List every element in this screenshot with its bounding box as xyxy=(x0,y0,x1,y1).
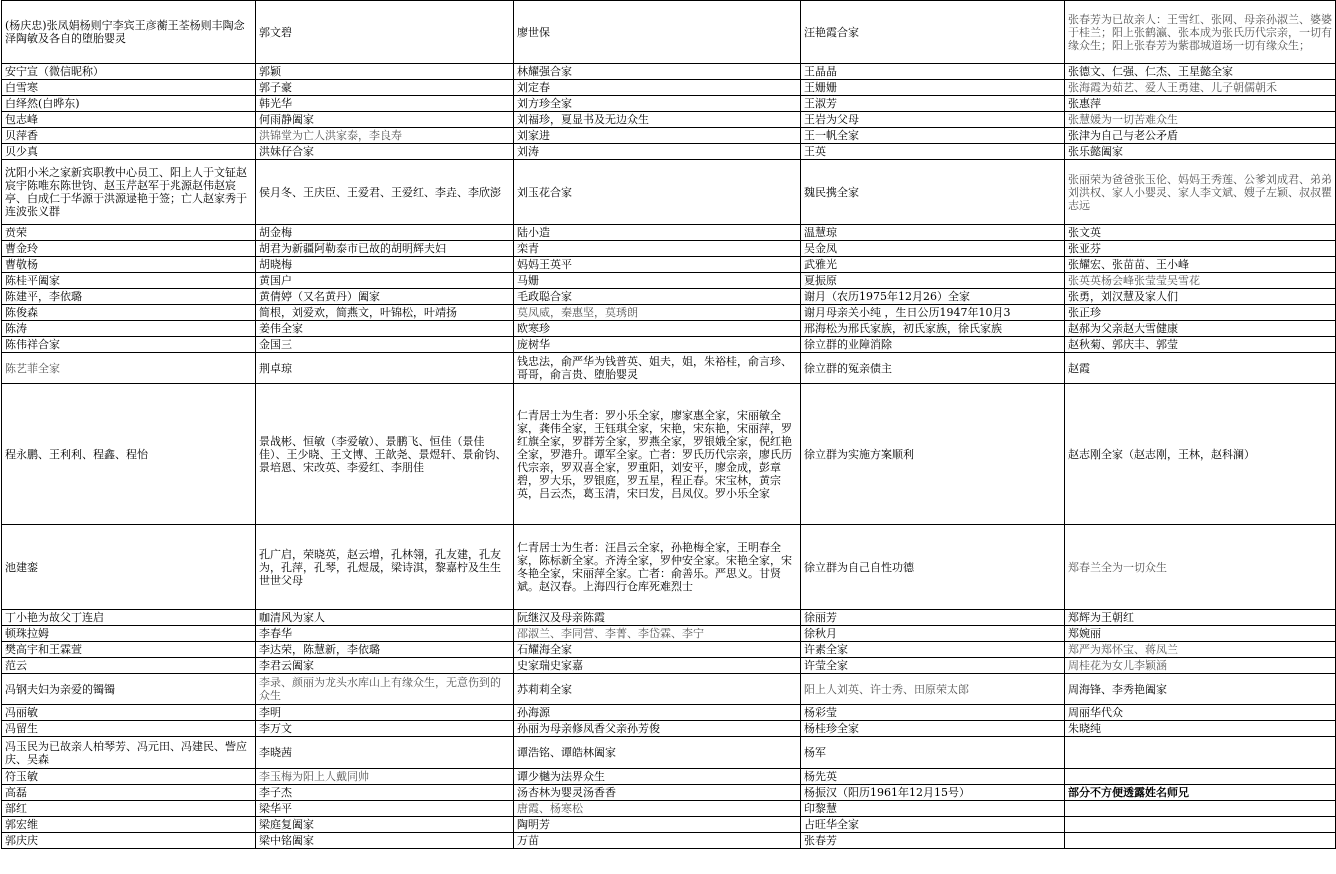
table-cell: 李晓茜 xyxy=(256,737,514,769)
table-cell: 张亚芬 xyxy=(1065,241,1336,257)
table-cell: 钱忠法，俞严华为钱普英、姐夫，姐，朱裕桂，俞言珍、哥哥，俞言贵、堕胎婴灵 xyxy=(514,353,801,384)
table-cell: 张勇，刘汉慧及家人们 xyxy=(1065,289,1336,305)
table-cell: 高磊 xyxy=(2,785,256,801)
table-cell: 杨彩莹 xyxy=(801,705,1065,721)
table-row xyxy=(2,257,1336,273)
table-cell: 张正珍 xyxy=(1065,305,1336,321)
table-cell: 谢月母亲关小纯 ，生日公历1947年10月3 xyxy=(801,305,1065,321)
table-cell: 部分不方便透露姓名师兄 xyxy=(1065,785,1336,801)
table-cell: 范云 xyxy=(2,658,256,674)
table-row xyxy=(2,525,1336,610)
table-cell: 谭浩铭、谭皓林阖家 xyxy=(514,737,801,769)
table-cell: 韩光华 xyxy=(256,96,514,112)
table-row xyxy=(2,833,1336,849)
table-row xyxy=(2,96,1336,112)
table-cell: 白雪寒 xyxy=(2,80,256,96)
table-cell: 贲荣 xyxy=(2,225,256,241)
table-cell: 杨先英 xyxy=(801,769,1065,785)
table-cell: 庞树华 xyxy=(514,337,801,353)
table-cell: 曹敬杨 xyxy=(2,257,256,273)
table-cell: 徐丽芳 xyxy=(801,610,1065,626)
table-row xyxy=(2,642,1336,658)
table-cell: 唐霞、杨寒松 xyxy=(514,801,801,817)
table-cell: 郭庆庆 xyxy=(2,833,256,849)
table-cell: 李明 xyxy=(256,705,514,721)
table-cell: 徐秋月 xyxy=(801,626,1065,642)
table-cell: 谢月（农历1975年12月26）全家 xyxy=(801,289,1065,305)
table-cell: 廖世保 xyxy=(514,1,801,64)
table-cell: 李玉梅为阳上人戴同帅 xyxy=(256,769,514,785)
table-cell: 郑春兰全为一切众生 xyxy=(1065,525,1336,610)
table-cell: 张德文、仁强、仁杰、王星懿全家 xyxy=(1065,64,1336,80)
table-cell: 周桂花为女儿李颖涵 xyxy=(1065,658,1336,674)
table-cell: 姜伟全家 xyxy=(256,321,514,337)
table-cell xyxy=(1065,817,1336,833)
table-cell: 贝萍香 xyxy=(2,128,256,144)
table-cell: 梁中铭阖家 xyxy=(256,833,514,849)
table-cell: 仁青居士为生者：罗小乐全家，廖家惠全家，宋丽敏全家，龚伟全家，王钰琪全家，宋艳，宋东艳，宋丽萍，罗红旗全家，罗群芳全家，罗燕全家，罗银娥全家，倪红艳全家，罗港升。谭军全家。亡者：罗氏历代宗亲，廖氏历代宗亲，罗双喜全家，罗重阳，刘安平，廖金成，彭章碧，罗大乐，罗银庭，罗五星，程正春。宋宝林，黄宗英，吕云杰，葛玉清，宋曰发，吕凤仪。罗小乐全家 xyxy=(514,384,801,525)
table-cell: 刘方珍全家 xyxy=(514,96,801,112)
table-cell: 杨振汉（阳历1961年12月15号） xyxy=(801,785,1065,801)
table-cell xyxy=(1065,801,1336,817)
table-row xyxy=(2,112,1336,128)
table-cell: 石耀海全家 xyxy=(514,642,801,658)
table-cell xyxy=(1065,833,1336,849)
table-cell: 郑严为郑怀宝、蒋凤兰 xyxy=(1065,642,1336,658)
table-row xyxy=(2,160,1336,225)
table-cell: 万苗 xyxy=(514,833,801,849)
table-cell: 赵志刚全家（赵志刚，王林，赵科澜） xyxy=(1065,384,1336,525)
table-cell: 周丽华代众 xyxy=(1065,705,1336,721)
table-row xyxy=(2,225,1336,241)
table-cell: 沈阳小米之家新宾职教中心员工、阳上人于文钲赵宸宇陈唯东陈世钧、赵玉芹赵军于兆源赵伟赵宸亭、白成仁于华源于洪源逯艳于签；亡人赵家秀于连波张义群 xyxy=(2,160,256,225)
table-cell: 樊高宇和王霖萱 xyxy=(2,642,256,658)
table-cell: 张春芳 xyxy=(801,833,1065,849)
table-cell: 郑婉丽 xyxy=(1065,626,1336,642)
table-cell: 栾青 xyxy=(514,241,801,257)
table-cell: 梁华平 xyxy=(256,801,514,817)
table-cell: 周海锋、李秀艳阖家 xyxy=(1065,674,1336,705)
table-cell: 汪艳霞合家 xyxy=(801,1,1065,64)
table-cell: 徐立群为实施方案顺利 xyxy=(801,384,1065,525)
table-row xyxy=(2,305,1336,321)
table-cell: 汤杏林为婴灵汤香香 xyxy=(514,785,801,801)
table-cell: 妈妈王英平 xyxy=(514,257,801,273)
table-cell: 林耀强合家 xyxy=(514,64,801,80)
table-row xyxy=(2,801,1336,817)
table-cell: 景战彬、恒敏（李爱敏）、景鹏飞、恒佳（景佳佳）、王少晓、王文博、王歆尧、景煜轩、景俞钧、景培恩、宋改英、李爱红、李朋佳 xyxy=(256,384,514,525)
table-cell: 梁庭复阖家 xyxy=(256,817,514,833)
table-cell: 徐立群为自己自性功德 xyxy=(801,525,1065,610)
table-cell: 李录、颜丽为龙头水库山上有缘众生，无意伤到的众生 xyxy=(256,674,514,705)
table-cell: 丁小艳为故父丁连启 xyxy=(2,610,256,626)
table-cell: 孙丽为母亲修凤香父亲孙芳俊 xyxy=(514,721,801,737)
table-cell: 张惠萍 xyxy=(1065,96,1336,112)
table-cell: 冯钢夫妇为亲爱的镯镯 xyxy=(2,674,256,705)
table-cell: 郭文碧 xyxy=(256,1,514,64)
table-cell: 金国三 xyxy=(256,337,514,353)
table-cell: 池建銮 xyxy=(2,525,256,610)
table-cell: 李君云阖家 xyxy=(256,658,514,674)
table-cell: 冯留生 xyxy=(2,721,256,737)
table-cell: 孔广启，荣晓英，赵云增，孔林翎，孔友建，孔友为，孔萍，孔琴，孔煜晟，梁诗淇，黎嘉柠及生生世世父母 xyxy=(256,525,514,610)
table-cell: 陈建平，李依璐 xyxy=(2,289,256,305)
table-cell: 毛政聪合家 xyxy=(514,289,801,305)
table-cell: 王一帆全家 xyxy=(801,128,1065,144)
table-cell: 贝少真 xyxy=(2,144,256,160)
table-row xyxy=(2,64,1336,80)
table-cell: 杨军 xyxy=(801,737,1065,769)
table-cell: 陶明芳 xyxy=(514,817,801,833)
table-cell: 魏民携全家 xyxy=(801,160,1065,225)
table-cell: 符玉敏 xyxy=(2,769,256,785)
table-cell: 徐立群的冤亲债主 xyxy=(801,353,1065,384)
table-cell: 郭宏维 xyxy=(2,817,256,833)
table-cell: 安宁宣（微信昵称） xyxy=(2,64,256,80)
table-cell: 顿珠拉姆 xyxy=(2,626,256,642)
table-cell: 黄国户 xyxy=(256,273,514,289)
table-row xyxy=(2,626,1336,642)
table-cell: 张慧媛为一切苦难众生 xyxy=(1065,112,1336,128)
table-cell: 杨桂珍全家 xyxy=(801,721,1065,737)
table-row xyxy=(2,384,1336,525)
table-cell: 许素全家 xyxy=(801,642,1065,658)
table-row xyxy=(2,705,1336,721)
table-cell: 邵淑兰、李同营、李菁、李岱霖、李宁 xyxy=(514,626,801,642)
table-cell: 苏莉莉全家 xyxy=(514,674,801,705)
table-cell: 张春芳为已故亲人：王雪红、张网、母亲孙淑兰、婆婆于桂兰；阳上张鹤瀛、张本成为张氏历代宗亲，一切有缘众生；阳上张春芳为紫郡城道场一切有缘众生； xyxy=(1065,1,1336,64)
table-row xyxy=(2,144,1336,160)
table-cell: 阳上人刘英、许士秀、田原荣太郎 xyxy=(801,674,1065,705)
table-row xyxy=(2,321,1336,337)
table-body xyxy=(2,1,1336,849)
table-cell: 赵郝为父亲赵大雪健康 xyxy=(1065,321,1336,337)
table-cell: 张海霞为茹艺、爱人王勇建、儿子朝儒朝禾 xyxy=(1065,80,1336,96)
table-cell: 包志峰 xyxy=(2,112,256,128)
table-cell: 谭少樾为法界众生 xyxy=(514,769,801,785)
table-cell: 冯丽敏 xyxy=(2,705,256,721)
table-cell: 洪锦堂为亡人洪家泰，李良寿 xyxy=(256,128,514,144)
table-cell: 邢海松为邢氏家族，初氏家族，徐氏家族 xyxy=(801,321,1065,337)
table-cell: 王姗姗 xyxy=(801,80,1065,96)
table-cell: 郑辉为王朝红 xyxy=(1065,610,1336,626)
table-cell: 徐立群的业障消除 xyxy=(801,337,1065,353)
table-row xyxy=(2,289,1336,305)
table-cell: 张乐懿阖家 xyxy=(1065,144,1336,160)
table-cell: 王英 xyxy=(801,144,1065,160)
table-cell: (杨庆忠)张凤娟杨则宁李宾王彦蘅王荃杨则丰陶念泽陶敏及各自的堕胎婴灵 xyxy=(2,1,256,64)
table-cell: 刘家进 xyxy=(514,128,801,144)
table-cell: 许莹全家 xyxy=(801,658,1065,674)
table-row xyxy=(2,241,1336,257)
table-row xyxy=(2,353,1336,384)
table-row xyxy=(2,658,1336,674)
table-cell: 武雅光 xyxy=(801,257,1065,273)
table-cell: 赵霞 xyxy=(1065,353,1336,384)
table-cell: 刘定春 xyxy=(514,80,801,96)
table-cell: 程永鹏、王利利、程鑫、程怡 xyxy=(2,384,256,525)
table-cell: 王淑芳 xyxy=(801,96,1065,112)
table-cell: 张英英杨会峰张莹莹吴雪花 xyxy=(1065,273,1336,289)
table-cell: 张耀宏、张苗苗、王小峰 xyxy=(1065,257,1336,273)
table-cell: 陆小造 xyxy=(514,225,801,241)
table-cell: 咖清风为家人 xyxy=(256,610,514,626)
table-cell: 荆卓琼 xyxy=(256,353,514,384)
table-cell: 白绎然(白晔东) xyxy=(2,96,256,112)
table-cell: 莫凤威，秦惠坚，莫琇朗 xyxy=(514,305,801,321)
table-cell: 张丽荣为爸爸张玉伦、妈妈王秀莲、公爹刘成君、弟弟刘洪权、家人小婴灵、家人李文斌、嫂子左颖、叔叔瞿志远 xyxy=(1065,160,1336,225)
table-cell: 陈俊森 xyxy=(2,305,256,321)
table-cell: 欧寒珍 xyxy=(514,321,801,337)
table-cell: 王岩为父母 xyxy=(801,112,1065,128)
table-cell: 曹金玲 xyxy=(2,241,256,257)
table-cell: 陈伟祥合家 xyxy=(2,337,256,353)
table-cell: 陈艺菲全家 xyxy=(2,353,256,384)
table-cell: 洪妹仔合家 xyxy=(256,144,514,160)
table-cell: 何雨静阖家 xyxy=(256,112,514,128)
table-cell: 仁青居士为生者：汪昌云全家，孙艳梅全家，王明春全家，陈标新全家。齐涛全家，罗仲安全家。宋艳全家，宋冬艳全家，宋丽萍全家。亡者：俞善乐。严思义。甘贤斌。赵汉春。上海四行仓库死难烈士 xyxy=(514,525,801,610)
table-cell: 李子杰 xyxy=(256,785,514,801)
table-row xyxy=(2,337,1336,353)
table-cell: 郭子豪 xyxy=(256,80,514,96)
table-cell: 赵秋菊、郭庆丰、郭莹 xyxy=(1065,337,1336,353)
table-row xyxy=(2,817,1336,833)
table-row xyxy=(2,1,1336,64)
table-cell: 李春华 xyxy=(256,626,514,642)
table-cell: 马姗 xyxy=(514,273,801,289)
table-row xyxy=(2,273,1336,289)
table-cell xyxy=(1065,769,1336,785)
table-cell xyxy=(1065,737,1336,769)
table-cell: 胡金梅 xyxy=(256,225,514,241)
table-cell: 印黎慧 xyxy=(801,801,1065,817)
table-cell: 王晶晶 xyxy=(801,64,1065,80)
table-cell: 刘玉花合家 xyxy=(514,160,801,225)
table-cell: 温慧琼 xyxy=(801,225,1065,241)
table-cell: 张津为自己与老公矛盾 xyxy=(1065,128,1336,144)
table-cell: 吴金凤 xyxy=(801,241,1065,257)
dedication-table xyxy=(1,0,1336,849)
table-row xyxy=(2,80,1336,96)
table-cell: 郭颖 xyxy=(256,64,514,80)
table-cell: 史家瑞史家嘉 xyxy=(514,658,801,674)
table-cell: 黄倩婷（又名黄丹）阖家 xyxy=(256,289,514,305)
table-row xyxy=(2,128,1336,144)
table-cell: 李万文 xyxy=(256,721,514,737)
table-cell: 胡晓梅 xyxy=(256,257,514,273)
table-row xyxy=(2,610,1336,626)
table-cell: 简根，刘爱欢，简燕文，叶锦松，叶靖扬 xyxy=(256,305,514,321)
table-cell: 刘福珍，夏显书及无边众生 xyxy=(514,112,801,128)
table-cell: 冯玉民为已故亲人柏琴芳、冯元田、冯建民、訾应庆、吴森 xyxy=(2,737,256,769)
table-cell: 胡君为新疆阿勒泰市已故的胡明辉夫妇 xyxy=(256,241,514,257)
table-row xyxy=(2,721,1336,737)
table-row xyxy=(2,769,1336,785)
table-cell: 陈桂平阖家 xyxy=(2,273,256,289)
table-row xyxy=(2,785,1336,801)
table-cell: 李达荣，陈慧新，李依璐 xyxy=(256,642,514,658)
table-cell: 夏振原 xyxy=(801,273,1065,289)
table-cell: 刘涛 xyxy=(514,144,801,160)
table-cell: 部红 xyxy=(2,801,256,817)
table-row xyxy=(2,674,1336,705)
table-cell: 孙海源 xyxy=(514,705,801,721)
table-cell: 张文英 xyxy=(1065,225,1336,241)
table-cell: 侯月冬、王庆臣、王爱君、王爱红、李垚、李欣澎 xyxy=(256,160,514,225)
table-row xyxy=(2,737,1336,769)
table-cell: 阮继汉及母亲陈霞 xyxy=(514,610,801,626)
table-cell: 占旺华全家 xyxy=(801,817,1065,833)
table-cell: 朱晓纯 xyxy=(1065,721,1336,737)
table-cell: 陈涛 xyxy=(2,321,256,337)
